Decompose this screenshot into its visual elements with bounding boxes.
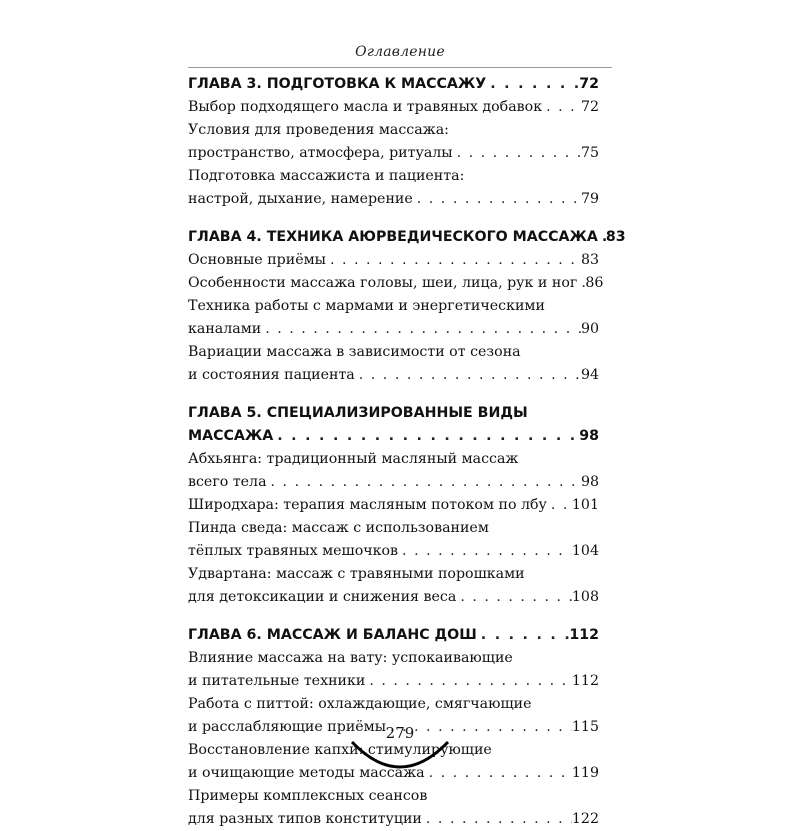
dot-leader [486,73,579,96]
entry-title: Условия для проведения массажа: [188,122,449,138]
toc-line [188,586,599,609]
page-ref: 101 [571,497,599,513]
toc-line [188,295,599,318]
toc-entry[interactable] [188,165,599,211]
entry-title: и питательные техники [188,673,366,689]
entry-title: и расслабляющие приёмы [188,719,386,735]
toc-line [188,96,599,119]
dot-leader [365,670,572,693]
toc-line [188,540,599,563]
toc-line [188,785,599,808]
toc-line [188,563,599,586]
toc-line [188,142,599,165]
toc-entry[interactable] [188,647,599,693]
entry-title: Влияние массажа на вату: успокаивающие [188,650,513,666]
entry-title: Абхьянга: традиционный масляный массаж [188,451,519,467]
toc-entry[interactable] [188,785,599,831]
toc-line [188,341,599,364]
section-gap [188,387,599,402]
entry-title: настрой, дыхание, намерение [188,191,413,207]
page-ref: 115 [571,719,599,735]
toc-entry[interactable] [188,249,599,272]
dot-leader [456,586,572,609]
section-gap [188,211,599,226]
chapter-title: ГЛАВА 3. ПОДГОТОВКА К МАССАЖУ [188,76,487,92]
toc-line [188,402,599,425]
chapter-title: МАССАЖА [188,428,274,444]
chapter-title: ГЛАВА 4. ТЕХНИКА АЮРВЕДИЧЕСКОГО МАССАЖА [188,229,598,245]
entry-title: Восстановление капхи: стимулирующие [188,742,492,758]
entry-title: Особенности массажа головы, шеи, лица, рук и ног [188,275,578,291]
toc-line [188,364,599,387]
toc-entry[interactable] [188,448,599,494]
running-head: Оглавление [355,44,445,60]
entry-title: пространство, атмосфера, ритуалы [188,145,453,161]
dot-leader [326,249,581,272]
toc-line [188,448,599,471]
entry-title: Выбор подходящего масла и травяных добавок [188,99,543,115]
toc-chapter[interactable] [188,402,599,448]
toc-chapter[interactable] [188,73,599,96]
toc-line [188,249,599,272]
entry-title: и очищающие методы массажа [188,765,425,781]
dot-leader [261,318,581,341]
toc-chapter[interactable] [188,226,626,249]
toc-chapter[interactable] [188,624,599,647]
page-number-arc [350,740,450,780]
toc-line [188,808,599,831]
entry-title: Техника работы с мармами и энергетическими [188,298,545,314]
toc-line [188,226,626,249]
entry-title: каналами [188,321,262,337]
section-gap [188,609,599,624]
toc-line [188,165,599,188]
page-ref: 90 [580,321,599,337]
page-ref: 83 [580,252,599,268]
toc-entry[interactable] [188,96,599,119]
entry-title: Основные приёмы [188,252,326,268]
entry-title: Подготовка массажиста и пациента: [188,168,465,184]
page-ref: 119 [571,765,599,781]
entry-title: Работа с питтой: охлаждающие, смягчающие [188,696,532,712]
entry-title: тёплых травяных мешочков [188,543,399,559]
chapter-title: ГЛАВА 6. МАССАЖ И БАЛАНС ДОШ [188,627,477,643]
entry-title: Примеры комплексных сеансов [188,788,428,804]
toc-entry[interactable] [188,494,599,517]
entry-title: Широдхара: терапия масляным потоком по лбу [188,497,547,513]
toc-line [188,647,599,670]
toc-line [188,73,599,96]
dot-leader [547,494,572,517]
toc-line [188,272,604,295]
dot-leader [267,471,581,494]
dot-leader [598,226,606,249]
toc-entry[interactable] [188,272,604,295]
toc-line [188,119,599,142]
dot-leader [577,272,585,295]
page-ref: 98 [580,474,599,490]
entry-title: Пинда сведа: массаж с использованием [188,520,489,536]
dot-leader [542,96,581,119]
page-number: 279 [385,724,415,742]
chapter-title: ГЛАВА 5. СПЕЦИАЛИЗИРОВАННЫЕ ВИДЫ [188,405,528,421]
page-ref: 112 [569,627,599,643]
toc-entry[interactable] [188,563,599,609]
toc-line [188,670,599,693]
entry-title: для детоксикации и снижения веса [188,589,457,605]
toc-line [188,188,599,211]
toc-line [188,494,599,517]
toc-entry[interactable] [188,341,599,387]
dot-leader [273,425,579,448]
page-ref: 86 [585,275,604,291]
toc-line [188,693,599,716]
toc-line [188,624,599,647]
toc-entry[interactable] [188,517,599,563]
page-ref: 94 [580,367,599,383]
dot-leader [398,540,572,563]
page-ref: 122 [571,811,599,827]
header-divider [188,67,612,68]
dot-leader [453,142,581,165]
toc-entry[interactable] [188,119,599,165]
page-ref: 98 [579,428,599,444]
page-ref: 83 [605,229,626,245]
toc-line [188,471,599,494]
page-ref: 108 [571,589,599,605]
toc-line [188,425,599,448]
dot-leader [355,364,581,387]
page-ref: 104 [571,543,599,559]
page-ref: 79 [580,191,599,207]
dot-leader [477,624,570,647]
toc-line [188,517,599,540]
page-ref: 72 [579,76,599,92]
dot-leader [422,808,572,831]
dot-leader [413,188,581,211]
entry-title: Удвартана: массаж с травяными порошками [188,566,525,582]
page-ref: 112 [571,673,599,689]
entry-title: Вариации массажа в зависимости от сезона [188,344,521,360]
toc-line [188,318,599,341]
page-ref: 75 [580,145,599,161]
toc-entry[interactable] [188,295,599,341]
entry-title: для разных типов конституции [188,811,422,827]
table-of-contents [188,73,626,831]
page-ref: 72 [580,99,599,115]
entry-title: всего тела [188,474,267,490]
entry-title: и состояния пациента [188,367,355,383]
